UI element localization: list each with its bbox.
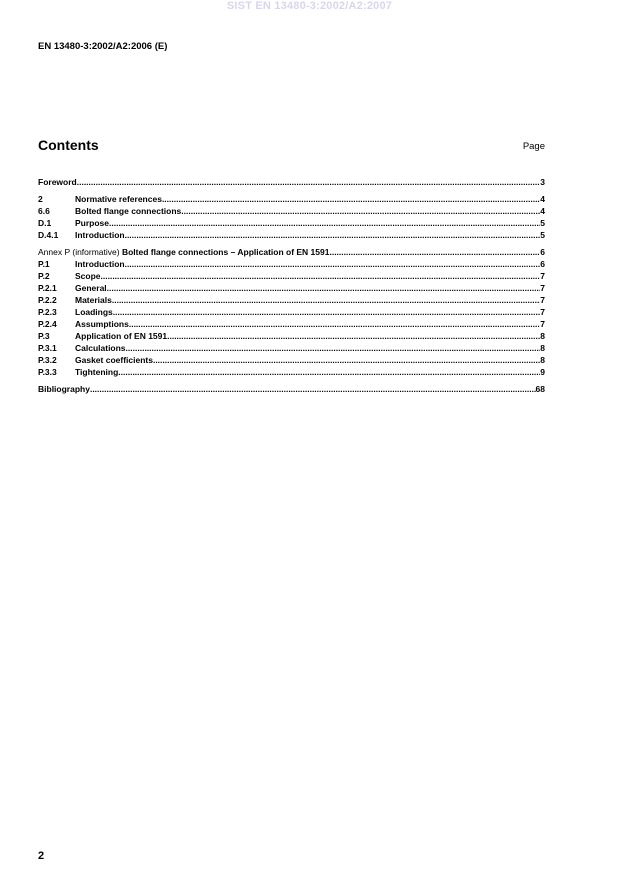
- toc-entry-title: Normative references: [75, 194, 162, 204]
- toc-entry-page: 7: [540, 307, 545, 317]
- toc-entry[interactable]: [38, 217, 545, 229]
- toc-entry-page: 6: [540, 259, 545, 269]
- toc-entry-number: D.1: [38, 218, 52, 228]
- page-number: 2: [38, 850, 45, 862]
- dot-leader: [77, 176, 541, 188]
- toc-entry-number: D.4.1: [38, 230, 59, 240]
- toc-annex-heading: [38, 246, 329, 258]
- toc-entry-bibliography[interactable]: [38, 383, 545, 395]
- toc-entry-title: Scope: [75, 271, 101, 281]
- toc-entry-page: 5: [540, 230, 545, 240]
- dot-leader: [107, 282, 541, 294]
- toc-entry-page: 9: [540, 367, 545, 377]
- toc-entry[interactable]: [38, 306, 545, 318]
- dot-leader: [113, 306, 540, 318]
- toc-entry-number: 2: [38, 194, 43, 204]
- toc-entry-title: Tightening: [75, 367, 119, 377]
- dot-leader: [153, 354, 540, 366]
- toc-entry-foreword[interactable]: [38, 176, 545, 188]
- dot-leader: [181, 205, 540, 217]
- toc-entry-page: 3: [540, 177, 545, 187]
- annex-title: Bolted flange connections – Application of EN 1591: [121, 247, 330, 257]
- toc-entry-page: 68: [535, 384, 545, 394]
- dot-leader: [101, 270, 541, 282]
- page-column-label: Page: [522, 141, 545, 152]
- toc-entry-page: 5: [540, 218, 545, 228]
- toc-entry[interactable]: [38, 282, 545, 294]
- annex-prefix: Annex P: [38, 247, 70, 257]
- toc-entry[interactable]: [38, 193, 545, 205]
- annex-qualifier: (informative): [72, 247, 120, 257]
- table-of-contents: [38, 176, 545, 395]
- toc-entry-number: P.2.2: [38, 295, 57, 305]
- toc-entry-annex-p[interactable]: [38, 246, 545, 258]
- dot-leader: [129, 318, 540, 330]
- dot-leader: [167, 330, 540, 342]
- toc-entry-page: 4: [540, 194, 545, 204]
- toc-entry-title: Purpose: [75, 218, 110, 228]
- toc-entry-page: 8: [540, 355, 545, 365]
- toc-entry-title: General: [75, 283, 107, 293]
- dot-leader: [112, 294, 540, 306]
- toc-entry-title: Assumptions: [75, 319, 129, 329]
- toc-entry-page: 4: [540, 206, 545, 216]
- toc-entry-title: Introduction: [75, 230, 125, 240]
- watermark: SIST EN 13480-3:2002/A2:2007: [226, 0, 393, 12]
- dot-leader: [90, 383, 536, 395]
- toc-entry-number: P.2.3: [38, 307, 57, 317]
- toc-entry-number: P.2.4: [38, 319, 57, 329]
- toc-entry-number: P.2.1: [38, 283, 57, 293]
- toc-entry-page: 7: [540, 295, 545, 305]
- toc-entry-number: P.3.3: [38, 367, 57, 377]
- toc-entry-title: Bolted flange connections: [75, 206, 182, 216]
- toc-entry-number: P.3: [38, 331, 50, 341]
- document-id-header: EN 13480-3:2002/A2:2006 (E): [38, 41, 168, 52]
- toc-entry-page: 7: [540, 319, 545, 329]
- toc-entry-number: 6.6: [38, 206, 50, 216]
- dot-leader: [118, 366, 540, 378]
- toc-entry[interactable]: [38, 258, 545, 270]
- toc-entry[interactable]: [38, 330, 545, 342]
- dot-leader: [162, 193, 540, 205]
- toc-entry-number: P.2: [38, 271, 50, 281]
- toc-entry-page: 7: [540, 283, 545, 293]
- toc-entry[interactable]: [38, 270, 545, 282]
- toc-entry[interactable]: [38, 342, 545, 354]
- toc-entry-number: P.3.2: [38, 355, 57, 365]
- dot-leader: [329, 246, 540, 258]
- toc-entry-title: Materials: [75, 295, 112, 305]
- toc-entry[interactable]: [38, 294, 545, 306]
- toc-entry-number: P.1: [38, 259, 50, 269]
- toc-entry-page: 8: [540, 343, 545, 353]
- toc-entry-number: P.3.1: [38, 343, 57, 353]
- toc-entry[interactable]: [38, 229, 545, 241]
- contents-heading: Contents: [38, 137, 99, 153]
- toc-entry-title: Loadings: [75, 307, 113, 317]
- toc-entry-title: Foreword: [38, 177, 77, 187]
- toc-entry[interactable]: [38, 318, 545, 330]
- toc-entry[interactable]: [38, 366, 545, 378]
- toc-entry-page: 6: [540, 247, 545, 257]
- dot-leader: [125, 258, 541, 270]
- toc-entry-title: Calculations: [75, 343, 126, 353]
- dot-leader: [126, 342, 541, 354]
- toc-entry-page: 7: [540, 271, 545, 281]
- toc-entry[interactable]: [38, 205, 545, 217]
- toc-entry[interactable]: [38, 354, 545, 366]
- dot-leader: [109, 217, 540, 229]
- toc-entry-title: Application of EN 1591: [75, 331, 168, 341]
- toc-entry-page: 8: [540, 331, 545, 341]
- toc-entry-title: Gasket coefficients: [75, 355, 153, 365]
- toc-entry-title: Bibliography: [38, 384, 90, 394]
- toc-entry-title: Introduction: [75, 259, 125, 269]
- dot-leader: [125, 229, 541, 241]
